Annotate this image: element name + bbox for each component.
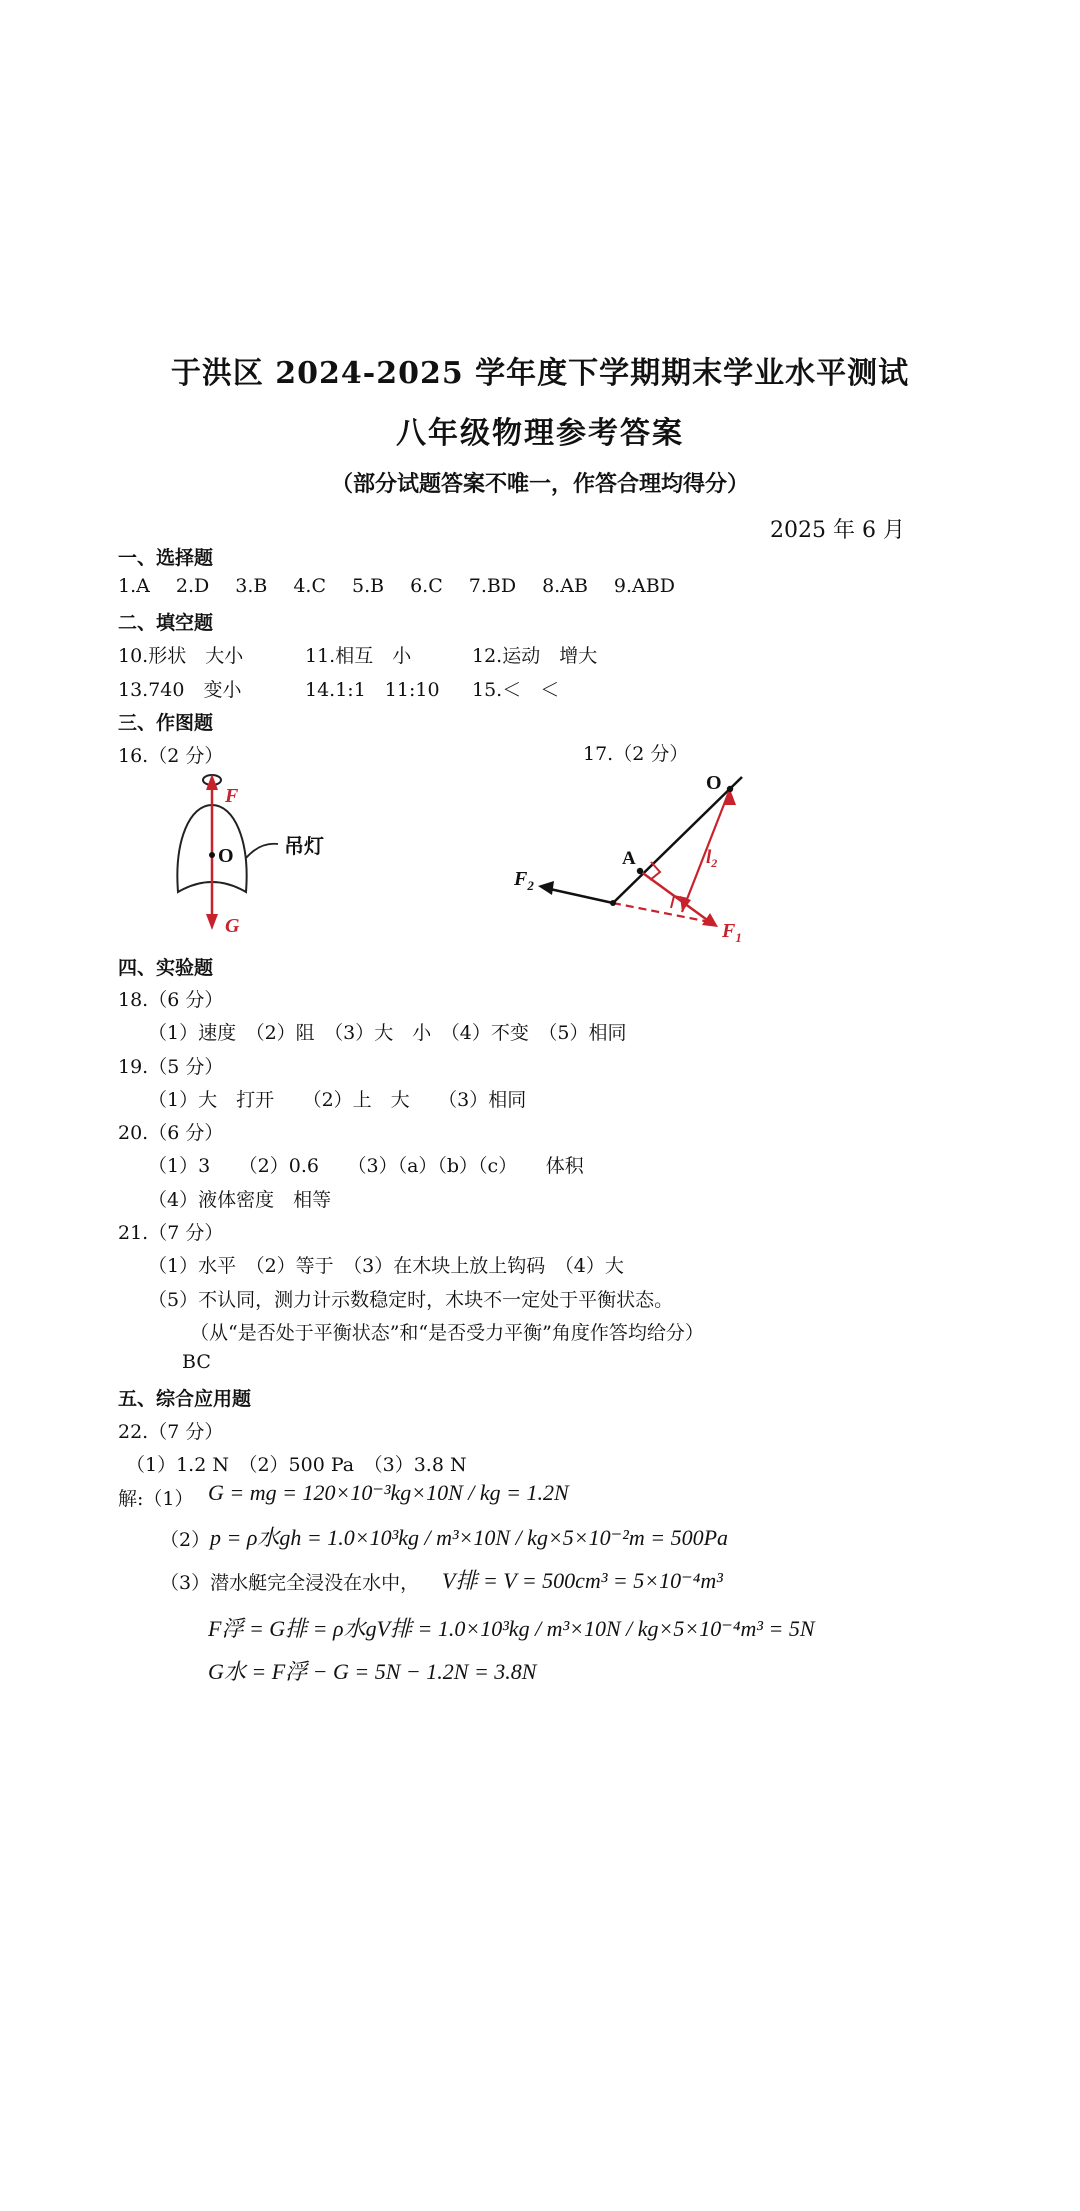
pivot-o-label: O [706, 772, 722, 794]
answer-5: 5.B [352, 575, 385, 597]
answer-22: （1）1.2 N （2）500 Pa （3）3.8 N [126, 1454, 467, 1476]
answer-13: 13.740 变小 [118, 679, 242, 701]
section-drawing-title: 三、作图题 [118, 712, 214, 734]
choice-answers [118, 575, 701, 597]
answer-12: 12.运动 增大 [472, 645, 598, 667]
answer-7: 7.BD [468, 575, 517, 597]
answer-15: 15.＜ ＜ [472, 679, 560, 701]
question-19-label: 19.（5 分） [118, 1056, 224, 1078]
question-16-label: 16.（2 分） [118, 745, 224, 767]
force-f2-line [550, 889, 613, 903]
section-fill-title: 二、填空题 [118, 612, 214, 634]
lamp-label: 吊灯 [284, 834, 324, 858]
section-choice-title: 一、选择题 [118, 547, 214, 569]
force-f-label: F [225, 785, 239, 807]
lever-diagram [510, 765, 770, 945]
answer-19: （1）大 打开 （2）上 大 （3）相同 [148, 1089, 527, 1111]
lever-bar [613, 777, 742, 903]
question-17-label: 17.（2 分） [583, 743, 689, 765]
point-a-label: A [622, 848, 636, 869]
answer-11: 11.相互 小 [305, 645, 412, 667]
question-21-label: 21.（7 分） [118, 1222, 224, 1244]
question-20-label: 20.（6 分） [118, 1122, 224, 1144]
equation-3: V排 = V = 500cm³ = 5×10⁻⁴m³ [442, 1568, 723, 1593]
force-f2-label: $F_2$ [514, 868, 534, 893]
section-application-title: 五、综合应用题 [118, 1388, 252, 1410]
lamp-center-point [209, 852, 215, 858]
question-22-label: 22.（7 分） [118, 1421, 224, 1443]
answer-4: 4.C [293, 575, 326, 597]
answer-1: 1.A [118, 575, 150, 597]
force-f1-label: $F_1$ [722, 920, 742, 945]
answer-9: 9.ABD [613, 575, 675, 597]
scoring-note: （部分试题答案不唯一，作答合理均得分） [330, 471, 749, 497]
arm-l2-label: $l_2$ [706, 847, 718, 870]
answer-2: 2.D [175, 575, 210, 597]
pivot-point [727, 786, 733, 792]
equation-1: G = mg = 120×10⁻³kg×10N / kg = 1.2N [208, 1480, 569, 1505]
answer-8: 8.AB [542, 575, 588, 597]
section-experiment-title: 四、实验题 [118, 957, 214, 979]
question-18-label: 18.（6 分） [118, 989, 224, 1011]
lamp-label-leader [246, 844, 278, 858]
force-f2-arrowhead [538, 881, 554, 895]
force-g-arrowhead [206, 914, 218, 930]
answer-21-part3: BC [182, 1351, 211, 1373]
force-g-label: G [225, 915, 240, 937]
lamp-force-diagram [160, 760, 400, 940]
solution-label-3: （3）潜水艇完全浸没在水中， [160, 1572, 420, 1594]
answer-21-part2: （5）不认同，测力计示数稳定时，木块不一定处于平衡状态。 [148, 1289, 674, 1311]
solution-label-2: （2） [160, 1529, 211, 1551]
answer-18: （1）速度 （2）阻 （3）大 小 （4）不变 （5）相同 [148, 1022, 627, 1044]
answer-21-part1: （1）水平 （2）等于 （3）在木块上放上钩码 （4）大 [148, 1255, 624, 1277]
answer-3: 3.B [235, 575, 268, 597]
answer-6: 6.C [410, 575, 443, 597]
point-f2 [610, 900, 616, 906]
equation-5: G水 = F浮 − G = 5N − 1.2N = 3.8N [208, 1659, 537, 1684]
point-a [637, 868, 643, 874]
answer-20-part2: （4）液体密度 相等 [148, 1189, 332, 1211]
center-o-label: O [218, 845, 234, 867]
document-title: 于洪区 2024-2025 学年度下学期期末学业水平测试 [170, 356, 910, 391]
solution-label-1: 解:（1） [118, 1488, 194, 1510]
equation-4: F浮 = G排 = ρ水gV排 = 1.0×10³kg / m³×10N / kg×5×10⁻⁴m³ = 5N [208, 1616, 815, 1641]
answer-10: 10.形状 大小 [118, 645, 244, 667]
answer-21-note: （从“是否处于平衡状态”和“是否受力平衡”角度作答均给分） [190, 1322, 704, 1344]
document-date: 2025 年 6 月 [770, 518, 905, 543]
equation-2: p = ρ水gh = 1.0×10³kg / m³×10N / kg×5×10⁻²m = 500Pa [210, 1525, 729, 1550]
answer-14: 14.1:1 11:10 [305, 679, 440, 701]
answer-20-part1: （1）3 （2）0.6 （3）（a）（b）（c） 体积 [148, 1155, 584, 1177]
document-subtitle: 八年级物理参考答案 [396, 416, 684, 451]
